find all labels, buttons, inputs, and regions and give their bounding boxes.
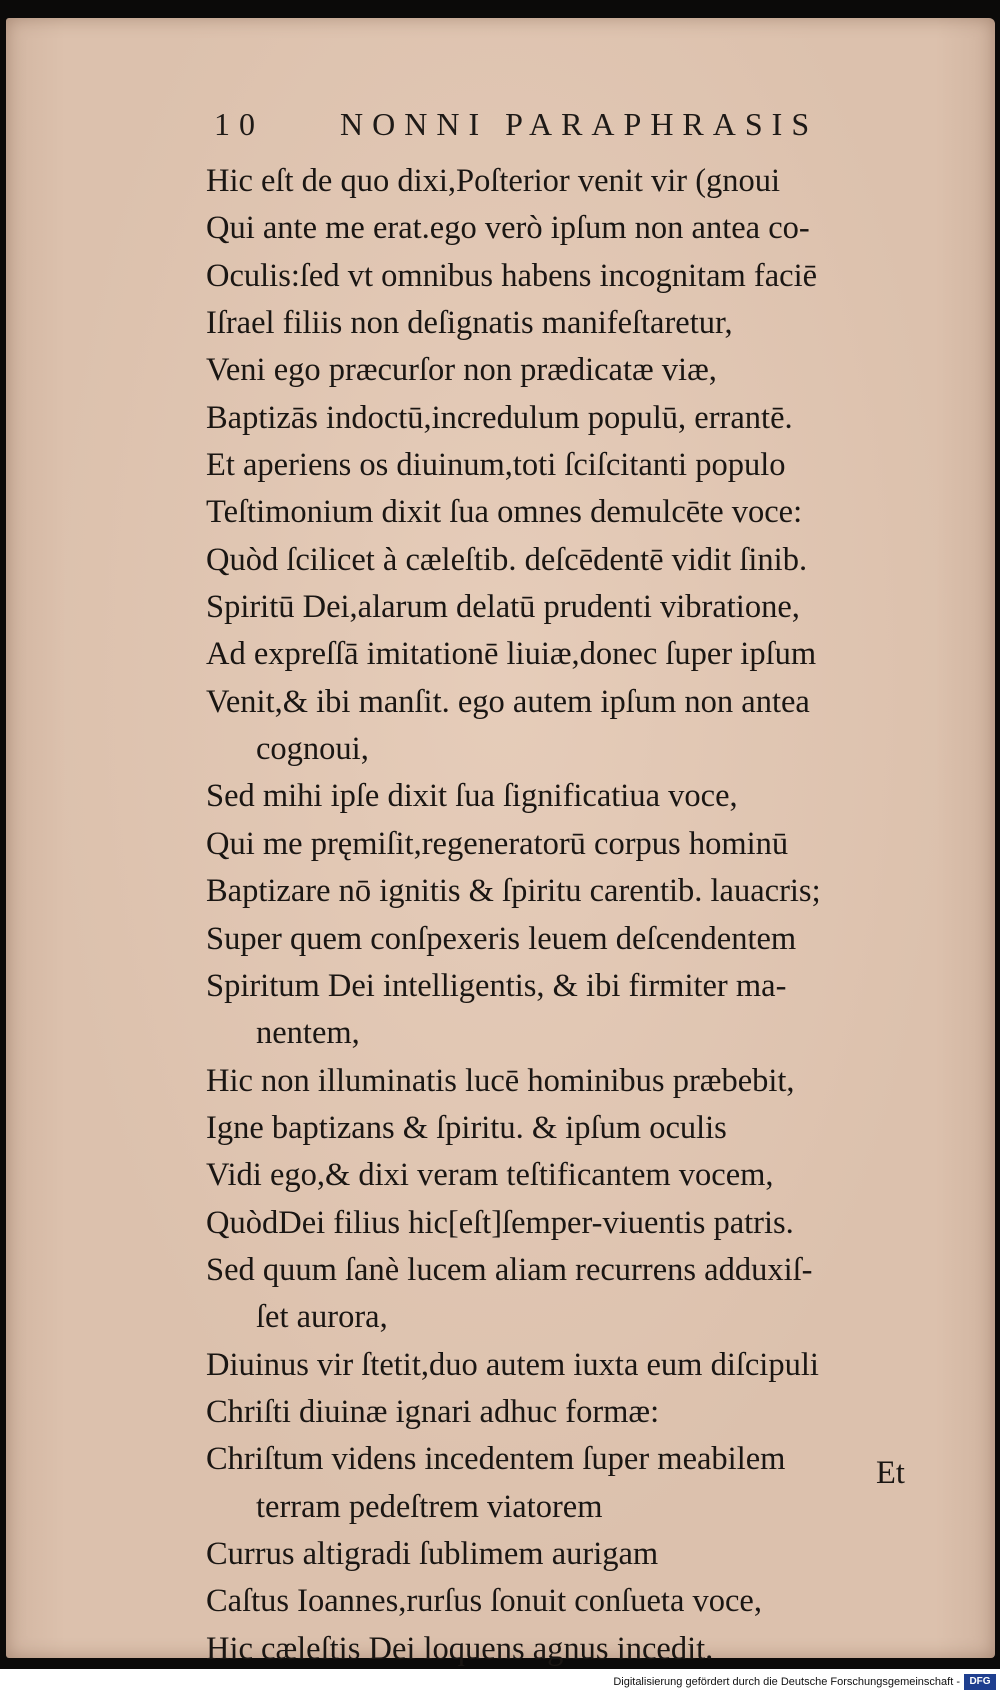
text-line: Venit,& ibi manſit. ego autem ipſum non antea xyxy=(206,683,810,720)
text-line: Hic cæleſtis Dei loquens agnus incedit. xyxy=(206,1630,714,1667)
text-line: Caſtus Ioannes,rurſus ſonuit conſueta voce, xyxy=(206,1583,762,1620)
text-line: Chriſti diuinæ ignari adhuc formæ: xyxy=(206,1393,660,1430)
text-line: Super quem conſpexeris leuem deſcendentem xyxy=(206,920,797,957)
page-number: 10 xyxy=(214,106,264,142)
text-line: Qui me pręmiſit,regeneratorū corpus hominū xyxy=(206,825,789,862)
dfg-logo: DFG xyxy=(964,1674,996,1690)
text-line: cognoui, xyxy=(256,731,369,768)
text-line: Ad expreſſā imitationē liuiæ,donec ſuper ipſum xyxy=(206,636,817,673)
digitization-footer xyxy=(0,1669,1000,1698)
text-line: Sed quum ſanè lucem aliam recurrens adduxiſ- xyxy=(206,1251,813,1288)
text-line: Veni ego præcurſor non prædicatæ viæ, xyxy=(206,352,717,389)
text-line: Et aperiens os diuinum,toti ſciſcitanti populo xyxy=(206,447,786,484)
text-line: Hic non illuminatis lucē hominibus præbebit, xyxy=(206,1062,795,1099)
text-line: Oculis:ſed vt omnibus habens incognitam faciē xyxy=(206,257,818,294)
text-line: Spiritum Dei intelligentis, & ibi firmiter ma- xyxy=(206,967,787,1004)
catchword: Et xyxy=(876,1455,905,1491)
text-line: ſet aurora, xyxy=(256,1299,388,1336)
book-page xyxy=(6,18,995,1667)
page-header xyxy=(214,106,874,152)
text-line: Currus altigradi ſublimem aurigam xyxy=(206,1535,659,1572)
text-line: Baptizās indoctū,incredulum populū, errantē. xyxy=(206,399,793,436)
text-line: terram pedeſtrem viatorem xyxy=(256,1488,603,1525)
text-line: Spiritū Dei,alarum delatū prudenti vibratione, xyxy=(206,589,800,626)
text-line: nentem, xyxy=(256,1015,360,1052)
text-line: Quòd ſcilicet à cæleſtib. deſcēdentē vidit ſinib. xyxy=(206,541,808,578)
text-line: Sed mihi ipſe dixit ſua ſignificatiua voce, xyxy=(206,778,738,815)
body-text xyxy=(206,158,936,1673)
text-line: Diuinus vir ſtetit,duo autem iuxta eum diſcipuli xyxy=(206,1346,819,1383)
text-line: Chriſtum videns incedentem ſuper meabilem xyxy=(206,1441,786,1478)
text-line: Iſrael filiis non deſignatis manifeſtaretur, xyxy=(206,305,733,342)
text-line: Teſtimonium dixit ſua omnes demulcēte voce: xyxy=(206,494,803,531)
running-title: NONNI PARAPHRASIS xyxy=(340,106,819,142)
text-line: Baptizare nō ignitis & ſpiritu carentib. lauacris; xyxy=(206,873,821,910)
text-line: Hic eſt de quo dixi,Poſterior venit vir (gnoui xyxy=(206,163,781,199)
text-line: QuòdDei filius hic[eſt]ſemper-viuentis patris. xyxy=(206,1204,794,1241)
text-line: Qui ante me erat.ego verò ipſum non antea co- xyxy=(206,210,810,247)
text-line: Vidi ego,& dixi veram teſtificantem vocem, xyxy=(206,1157,774,1194)
text-line: Igne baptizans & ſpiritu. & ipſum oculis xyxy=(206,1109,727,1146)
footer-credit: Digitalisierung gefördert durch die Deutsche Forschungsgemeinschaft - xyxy=(613,1676,960,1688)
